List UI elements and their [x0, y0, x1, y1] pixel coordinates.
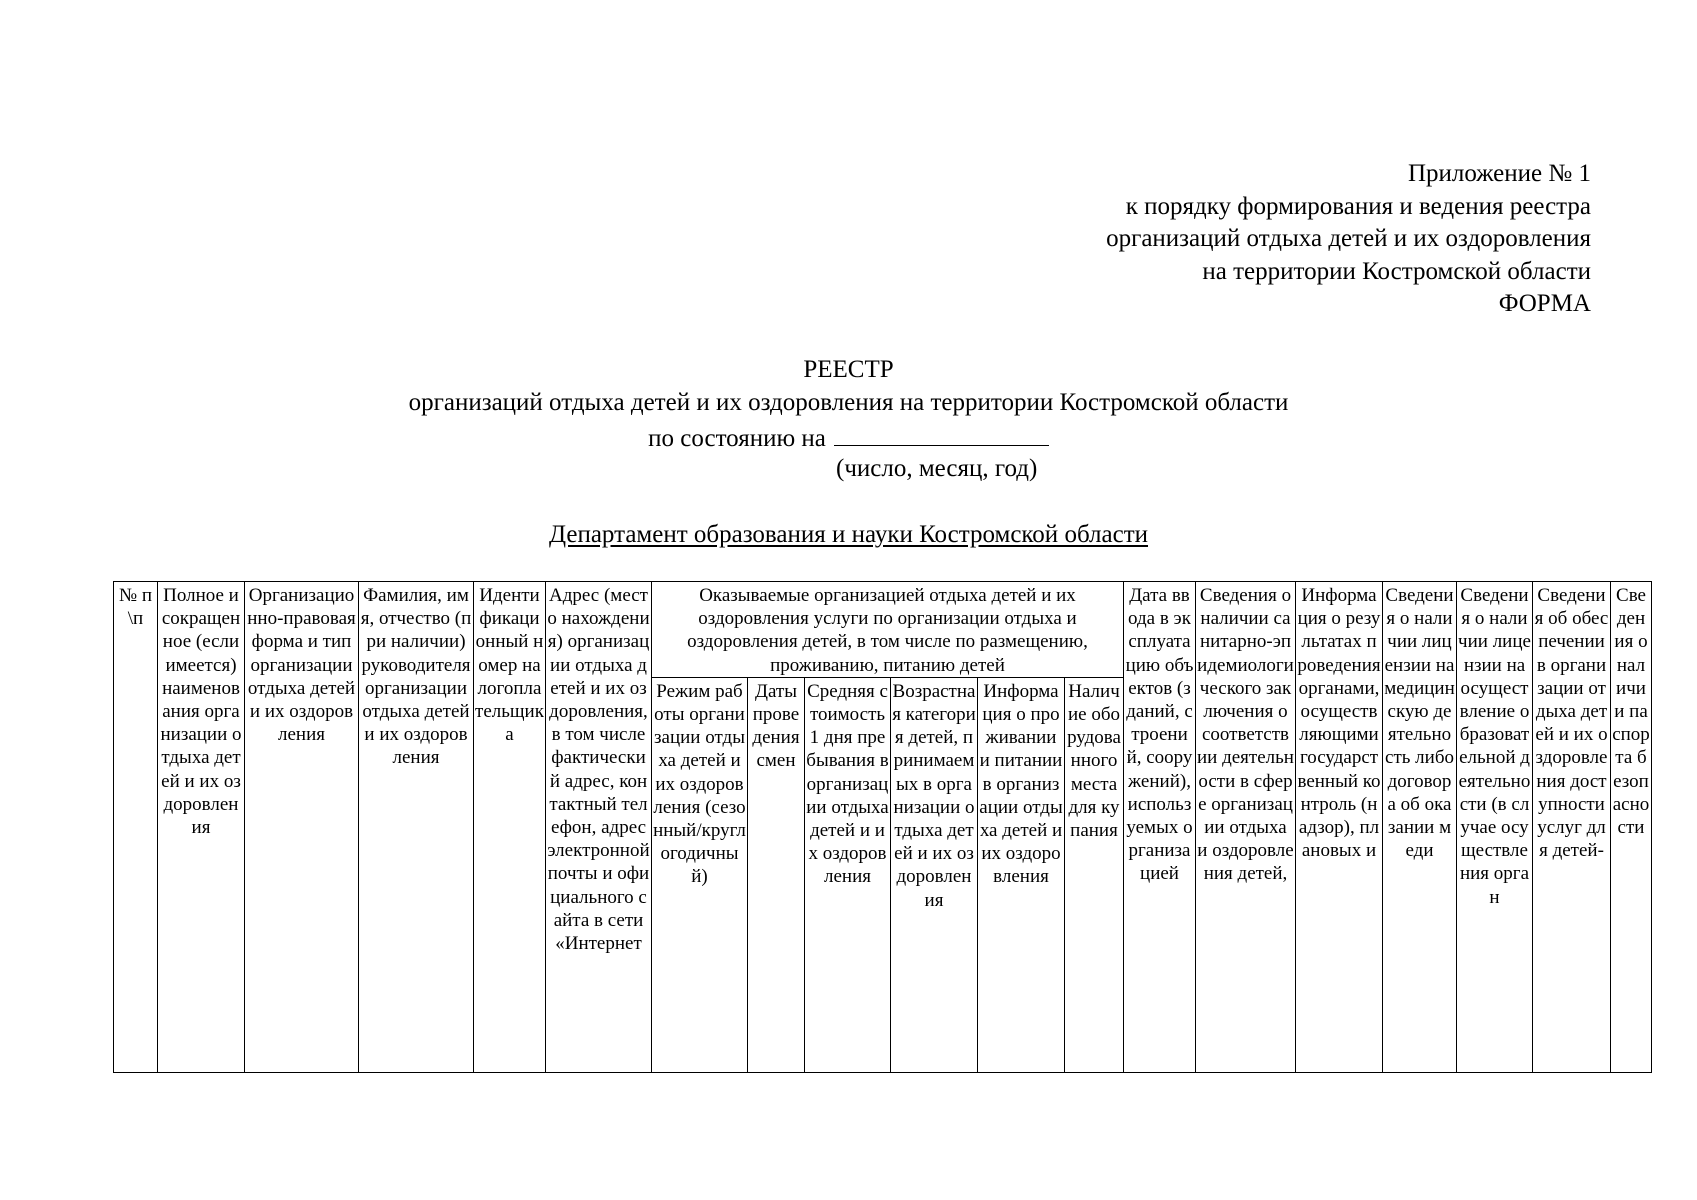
subcol-header-work-mode: Режим работы организации отдыха детей и их оздоровления (сезонный/круглогодичный) [652, 677, 748, 1072]
col-header-inspection-results: Информация о результатах проведения органами, осуществляющими государственный контроль (надзор), плановых и [1296, 582, 1383, 1073]
document-title-block [0, 353, 1697, 455]
registry-table [113, 581, 1652, 1073]
as-of-label: по состоянию на [648, 425, 826, 452]
appendix-line-2: к порядку формирования и ведения реестра [1125, 192, 1591, 220]
as-of-line [0, 419, 1697, 455]
col-header-address: Адрес (место нахождения) организации отдыха детей и их оздоровления, в том числе фактический адрес, контактный телефон, адрес электронной почты и официального сайта в сети «Интернет [546, 582, 652, 1073]
col-header-safety-passport: Сведения о наличии паспорта безопасности [1611, 582, 1652, 1073]
col-header-director: Фамилия, имя, отчество (при наличии) руководителя организации отдыха детей и их оздоровления [359, 582, 474, 1073]
col-header-services: Оказываемые организацией отдыха детей и их оздоровления услуги по организации отдыха и оздоровления детей, в том числе по размещению, проживанию, питанию детей [652, 582, 1124, 678]
form-label: ФОРМА [1498, 290, 1591, 317]
appendix-block [1106, 158, 1591, 321]
department-heading [0, 518, 1697, 551]
document-title: РЕЕСТР [803, 356, 894, 383]
subcol-header-age-category: Возрастная категория детей, принимаемых в организации отдыха детей и их оздоровления [891, 677, 978, 1072]
department-name: Департамент образования и науки Костромской области [548, 521, 1149, 548]
col-header-legal-form: Организационно-правовая форма и тип организации отдыха детей и их оздоровления [245, 582, 359, 1073]
date-hint: (число, месяц, год) [836, 455, 1038, 482]
col-header-number: № п\п [114, 582, 158, 1073]
col-header-name: Полное и сокращенное (если имеется) наименования организации отдыха детей и их оздоровления [158, 582, 245, 1073]
subcol-header-swimming-place: Наличие оборудованного места для купания [1065, 677, 1124, 1072]
date-blank-line [834, 419, 1049, 446]
col-header-medical-license: Сведения о наличии лицензии на медицинскую деятельность либо договора об оказании меди [1383, 582, 1457, 1073]
subcol-header-shift-dates: Даты проведения смен [748, 677, 805, 1072]
subcol-header-daily-cost: Средняя стоимость 1 дня пребывания в организации отдыха детей и их оздоровления [805, 677, 891, 1072]
appendix-line-3: организаций отдыха детей и их оздоровления [1106, 225, 1591, 252]
subcol-header-accommodation: Информация о проживании и питании в организации отдыха детей и их оздоровления [978, 677, 1065, 1072]
col-header-inn: Идентификационный номер налогоплательщика [474, 582, 546, 1073]
col-header-education-license: Сведения о наличии лицензии на осуществление образовательной деятельности (в случае осуществления орган [1457, 582, 1533, 1073]
col-header-accessibility: Сведения об обеспечении в организации отдыха детей и их оздоровления доступности услуг для детей- [1533, 582, 1611, 1073]
appendix-line-1: Приложение № 1 [1407, 160, 1591, 187]
appendix-line-4: на территории Костромской области [1202, 257, 1591, 285]
col-header-sanitary-conclusion: Сведения о наличии санитарно-эпидемиологического заключения о соответствии деятельности в сфере организации отдыха и оздоровления детей, [1196, 582, 1296, 1073]
document-subtitle: организаций отдыха детей и их оздоровления на территории Костромской области [408, 389, 1289, 416]
col-header-commissioning-date: Дата ввода в эксплуатацию объектов (зданий, строений, сооружений), используемых организацией [1124, 582, 1196, 1073]
